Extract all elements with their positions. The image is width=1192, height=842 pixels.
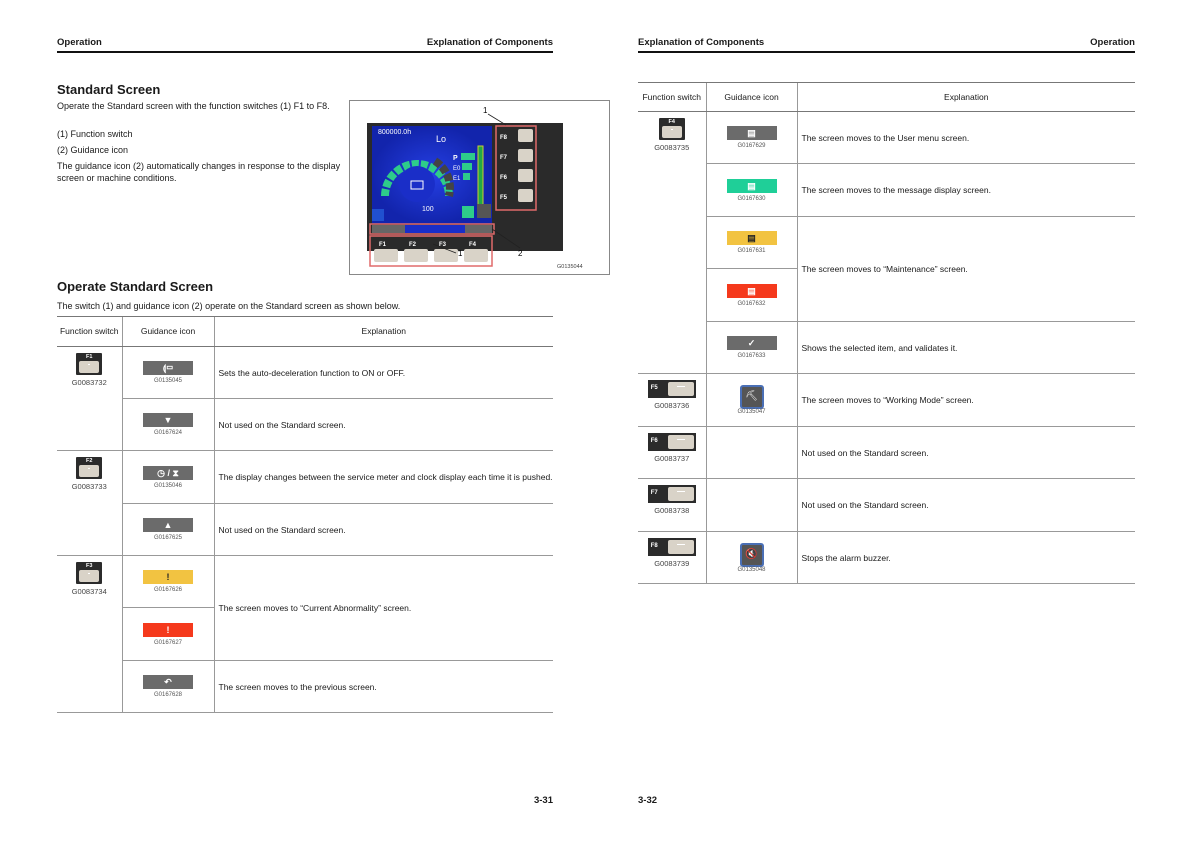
- standard-screen-figure: [349, 100, 610, 275]
- table-row: [57, 347, 553, 399]
- running-header: [57, 37, 553, 53]
- mode-e1-label: E1: [453, 176, 461, 182]
- explanation: The screen moves to the message display screen.: [797, 164, 1135, 217]
- mode-p-label: P: [453, 155, 458, 162]
- icon-code: G0167632: [737, 300, 766, 307]
- key-code: G0083735: [654, 143, 690, 152]
- key-f4-label: F4: [469, 242, 477, 248]
- key-code: G0083736: [654, 401, 690, 410]
- explanation: The display changes between the service meter and clock display each time it is pushed.: [214, 451, 553, 504]
- col-header-explanation: Explanation: [797, 83, 1135, 112]
- maintenance-red-icon: ▤: [727, 284, 777, 298]
- right-function-table: [638, 82, 1135, 584]
- function-switch-f8: [638, 532, 706, 584]
- icon-code: G0135045: [153, 378, 183, 384]
- key-code: G0083737: [654, 454, 690, 463]
- key-code: G0083734: [71, 587, 107, 596]
- f6-key: F6: [648, 433, 696, 451]
- header-left: Explanation of Components: [638, 37, 765, 48]
- guidance-paragraph: The guidance icon (2) automatically changes in response to the display screen or machine conditions.: [57, 161, 341, 183]
- table-row: [638, 427, 1135, 479]
- intro-paragraph: Operate the Standard screen with the function switches (1) F1 to F8.: [57, 101, 330, 111]
- left-page: [57, 0, 583, 842]
- function-switch-f7: [638, 479, 706, 532]
- col-header-guidance-icon: Guidance icon: [706, 83, 797, 112]
- rpm-readout: 100: [422, 206, 434, 213]
- key-f2-label: F2: [409, 242, 417, 248]
- col-header-function-switch: Function switch: [638, 83, 706, 112]
- buzzer-stop-icon: 🔇: [740, 543, 764, 567]
- explanation: The screen moves to the User menu screen.: [797, 112, 1135, 164]
- icon-code: G0167633: [737, 353, 766, 359]
- table-row: [638, 479, 1135, 532]
- mode-e0-label: E0: [453, 166, 461, 172]
- legend-item-1: (1) Function switch: [57, 129, 133, 139]
- down-arrow-icon: ▼: [143, 413, 193, 427]
- up-arrow-icon: ▲: [143, 518, 193, 532]
- icon-code: G0135048: [737, 566, 766, 573]
- table-row: [638, 322, 1135, 374]
- table-row: [638, 112, 1135, 164]
- working-mode-icon: ⛏: [740, 385, 764, 409]
- section-title-standard-screen: Standard Screen: [57, 82, 161, 97]
- icon-code: G0135046: [153, 482, 183, 489]
- f1-key: F1: [76, 353, 102, 375]
- left-function-table: [57, 316, 553, 713]
- key-f8-label: F8: [500, 135, 508, 141]
- function-switch-f2: [57, 451, 122, 556]
- explanation: Stops the alarm buzzer.: [797, 532, 1135, 584]
- table-row: [57, 399, 553, 451]
- key-code: G0083732: [71, 378, 107, 387]
- page-number: 3-31: [533, 795, 553, 806]
- monitor-diagram: [350, 101, 609, 274]
- function-switch-f1: [57, 347, 122, 451]
- col-header-explanation: Explanation: [214, 317, 553, 347]
- explanation: Not used on the Standard screen.: [214, 399, 553, 451]
- function-switch-f6: [638, 427, 706, 479]
- icon-code: G0167628: [153, 692, 183, 698]
- explanation: Not used on the Standard screen.: [797, 479, 1135, 532]
- icon-code: G0167625: [153, 535, 183, 541]
- back-icon: ↶: [143, 675, 193, 689]
- key-code: G0083738: [654, 506, 690, 515]
- icon-code: G0135047: [737, 409, 766, 415]
- auto-decel-icon: ⟬▭: [143, 361, 193, 375]
- header-right: Explanation of Components: [426, 37, 553, 48]
- table-row: [57, 451, 553, 504]
- table-row: [57, 556, 553, 608]
- message-icon: ▤: [727, 179, 777, 193]
- table-row: [638, 532, 1135, 584]
- f4-key: F4: [659, 118, 685, 140]
- warning-red-icon: !: [143, 623, 193, 637]
- fuel-gauge: [478, 146, 483, 206]
- table-row: [638, 164, 1135, 217]
- explanation: Sets the auto-deceleration function to ON or OFF.: [214, 347, 553, 399]
- table-row: [57, 661, 553, 713]
- f8-key: F8: [648, 538, 696, 556]
- key-code: G0083739: [654, 559, 690, 568]
- key-f5-label: F5: [500, 195, 508, 201]
- icon-code: G0167624: [153, 430, 183, 436]
- icon-code: G0167626: [153, 587, 183, 593]
- key-f6-label: F6: [500, 175, 508, 181]
- key-f1-label: F1: [379, 242, 387, 248]
- col-header-function-switch: Function switch: [57, 317, 122, 347]
- table-row: [57, 504, 553, 556]
- col-header-guidance-icon: Guidance icon: [122, 317, 214, 347]
- function-switch-f3: [57, 556, 122, 713]
- table-row: [638, 217, 1135, 269]
- icon-code: G0167627: [153, 639, 183, 646]
- function-switch-f5: [638, 374, 706, 427]
- key-f3-label: F3: [439, 242, 447, 248]
- lo-label: Lo: [436, 134, 447, 144]
- explanation: Not used on the Standard screen.: [214, 504, 553, 556]
- maintenance-yellow-icon: ▤: [727, 231, 777, 245]
- table-row: [638, 374, 1135, 427]
- table-intro: The switch (1) and guidance icon (2) operate on the Standard screen as shown below.: [57, 301, 401, 311]
- function-switch-f4: [638, 112, 706, 374]
- f5-key: F5: [648, 380, 696, 398]
- check-icon: ✓: [727, 336, 777, 350]
- callout-1-bottom: 1: [458, 249, 463, 258]
- menu-icon: ▤: [727, 126, 777, 140]
- page-number: 3-32: [638, 795, 658, 806]
- key-code: G0083733: [71, 482, 107, 491]
- header-left: Operation: [57, 37, 102, 48]
- explanation: The screen moves to “Current Abnormality” screen.: [214, 556, 553, 661]
- clock-hourglass-icon: ◷ / ⧗: [143, 466, 193, 480]
- explanation: Shows the selected item, and validates it.: [797, 322, 1135, 374]
- explanation: The screen moves to “Maintenance” screen.: [797, 217, 1135, 322]
- legend-item-2: (2) Guidance icon: [57, 145, 129, 155]
- f2-key: F2: [76, 457, 102, 479]
- icon-code: G0167631: [737, 248, 766, 254]
- f3-key: F3: [76, 562, 102, 584]
- callout-1-top: 1: [483, 106, 488, 115]
- callout-2: 2: [518, 249, 523, 258]
- header-right: Operation: [1090, 37, 1135, 48]
- warning-yellow-icon: !: [143, 570, 193, 584]
- service-meter-readout: 800000.0h: [378, 129, 412, 136]
- explanation: The screen moves to “Working Mode” screen.: [797, 374, 1135, 427]
- running-header: [638, 37, 1135, 53]
- right-page: [638, 0, 1135, 842]
- section-title-operate-standard-screen: Operate Standard Screen: [57, 279, 214, 294]
- key-f7-label: F7: [500, 155, 508, 161]
- icon-code: G0167629: [737, 143, 766, 149]
- explanation: The screen moves to the previous screen.: [214, 661, 553, 713]
- icon-code: G0167630: [737, 195, 766, 202]
- f7-key: F7: [648, 485, 696, 503]
- explanation: Not used on the Standard screen.: [797, 427, 1135, 479]
- figure-code: G0135044: [557, 264, 583, 270]
